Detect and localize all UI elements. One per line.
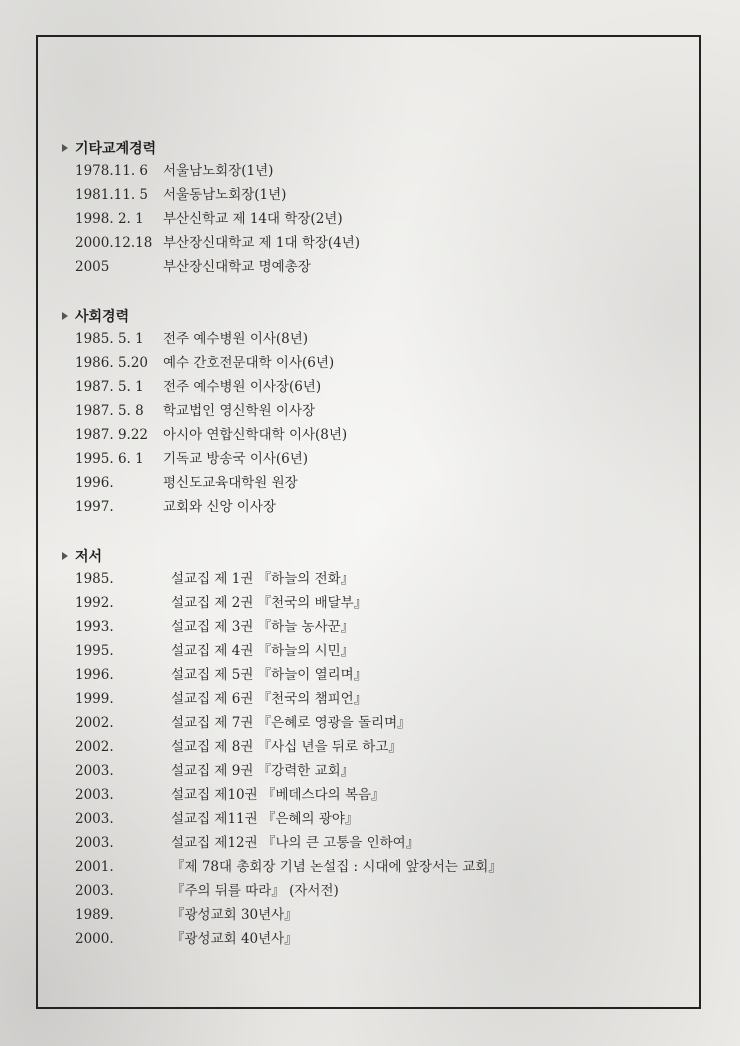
entry-desc: 설교집 제10권 『베데스다의 복음』 bbox=[171, 787, 385, 803]
list-item bbox=[62, 471, 298, 495]
entry-desc: 설교집 제12권 『나의 큰 고통을 인하여』 bbox=[171, 835, 420, 851]
entry-desc: 부산장신대학교 명예총장 bbox=[163, 259, 311, 275]
list-item bbox=[62, 423, 348, 447]
entry-date: 2003. bbox=[75, 763, 114, 779]
entry-desc: 평신도교육대학원 원장 bbox=[163, 475, 298, 491]
entry-desc: 부산신학교 제 14대 학장(2년) bbox=[163, 211, 343, 227]
entry-date: 1978.11. 6 bbox=[75, 163, 148, 179]
entry-desc: 설교집 제 9권 『강력한 교회』 bbox=[171, 763, 355, 779]
entry-date: 1981.11. 5 bbox=[75, 187, 148, 203]
entry-date: 2000.12.18 bbox=[75, 235, 153, 251]
section-heading bbox=[62, 545, 102, 567]
entry-date: 1989. bbox=[75, 907, 114, 923]
list-item bbox=[62, 807, 359, 831]
triangle-bullet-icon bbox=[62, 312, 68, 320]
list-item bbox=[62, 735, 402, 759]
section-heading bbox=[62, 305, 129, 327]
entry-desc: 『주의 뒤를 따라』 (자서전) bbox=[171, 883, 339, 899]
list-item bbox=[62, 591, 368, 615]
list-item bbox=[62, 855, 502, 879]
list-item bbox=[62, 207, 343, 231]
entry-date: 2003. bbox=[75, 811, 114, 827]
list-item bbox=[62, 399, 316, 423]
entry-desc: 부산장신대학교 제 1대 학장(4년) bbox=[163, 235, 361, 251]
entry-date: 1993. bbox=[75, 619, 114, 635]
entry-desc: 전주 예수병원 이사(8년) bbox=[163, 331, 309, 347]
list-item bbox=[62, 879, 339, 903]
entry-desc: 설교집 제 6권 『천국의 챔피언』 bbox=[171, 691, 368, 707]
entry-desc: 설교집 제11권 『은혜의 광야』 bbox=[171, 811, 359, 827]
entry-date: 2003. bbox=[75, 883, 114, 899]
entry-desc: 서울남노회장(1년) bbox=[163, 163, 274, 179]
entry-date: 1985. bbox=[75, 571, 114, 587]
triangle-bullet-icon bbox=[62, 552, 68, 560]
entry-desc: 『광성교회 40년사』 bbox=[171, 931, 298, 947]
section-title: 기타교계경력 bbox=[75, 141, 157, 157]
entry-desc: 전주 예수병원 이사장(6년) bbox=[163, 379, 322, 395]
section-title: 사회경력 bbox=[75, 309, 130, 325]
entry-date: 2005 bbox=[75, 259, 110, 275]
entry-date: 2001. bbox=[75, 859, 114, 875]
entry-desc: 설교집 제 2권 『천국의 배달부』 bbox=[171, 595, 368, 611]
entry-date: 1986. 5.20 bbox=[75, 355, 148, 371]
entry-date: 1996. bbox=[75, 475, 114, 491]
list-item bbox=[62, 783, 385, 807]
list-item bbox=[62, 183, 287, 207]
list-item bbox=[62, 375, 322, 399]
list-item bbox=[62, 567, 355, 591]
list-item bbox=[62, 351, 335, 375]
entry-date: 1987. 5. 1 bbox=[75, 379, 144, 395]
list-item bbox=[62, 495, 276, 519]
list-item bbox=[62, 663, 368, 687]
entry-desc: 설교집 제 1권 『하늘의 전화』 bbox=[171, 571, 355, 587]
section-title: 저서 bbox=[75, 549, 103, 565]
list-item bbox=[62, 927, 298, 951]
section-social-career bbox=[62, 305, 348, 519]
list-item bbox=[62, 255, 311, 279]
list-item bbox=[62, 447, 309, 471]
entry-desc: 설교집 제 4권 『하늘의 시민』 bbox=[171, 643, 355, 659]
section-church-career bbox=[62, 137, 361, 279]
entry-desc: 『제 78대 총회장 기념 논설집 : 시대에 앞장서는 교회』 bbox=[171, 859, 502, 875]
entry-date: 2000. bbox=[75, 931, 114, 947]
list-item bbox=[62, 231, 361, 255]
entry-desc: 『광성교회 30년사』 bbox=[171, 907, 298, 923]
entry-date: 1987. 5. 8 bbox=[75, 403, 144, 419]
section-publications bbox=[62, 545, 502, 951]
entry-desc: 설교집 제 5권 『하늘이 열리며』 bbox=[171, 667, 368, 683]
entry-desc: 설교집 제 8권 『사십 년을 뒤로 하고』 bbox=[171, 739, 402, 755]
section-heading bbox=[62, 137, 156, 159]
entry-desc: 학교법인 영신학원 이사장 bbox=[163, 403, 316, 419]
triangle-bullet-icon bbox=[62, 144, 68, 152]
entry-date: 2002. bbox=[75, 739, 114, 755]
entry-date: 2002. bbox=[75, 715, 114, 731]
list-item bbox=[62, 903, 298, 927]
entry-desc: 아시아 연합신학대학 이사(8년) bbox=[163, 427, 348, 443]
entry-desc: 서울동남노회장(1년) bbox=[163, 187, 287, 203]
entry-desc: 설교집 제 7권 『은혜로 영광을 돌리며』 bbox=[171, 715, 411, 731]
entry-desc: 예수 간호전문대학 이사(6년) bbox=[163, 355, 335, 371]
entry-date: 1987. 9.22 bbox=[75, 427, 148, 443]
list-item bbox=[62, 687, 368, 711]
entry-date: 1999. bbox=[75, 691, 114, 707]
list-item bbox=[62, 159, 274, 183]
list-item bbox=[62, 639, 355, 663]
entry-date: 2003. bbox=[75, 787, 114, 803]
entry-date: 1995. bbox=[75, 643, 114, 659]
entry-date: 1985. 5. 1 bbox=[75, 331, 144, 347]
list-item bbox=[62, 327, 309, 351]
entry-date: 1992. bbox=[75, 595, 114, 611]
entry-date: 2003. bbox=[75, 835, 114, 851]
list-item bbox=[62, 759, 355, 783]
entry-desc: 설교집 제 3권 『하늘 농사꾼』 bbox=[171, 619, 355, 635]
entry-desc: 교회와 신앙 이사장 bbox=[163, 499, 276, 515]
entry-date: 1995. 6. 1 bbox=[75, 451, 144, 467]
list-item bbox=[62, 831, 420, 855]
list-item bbox=[62, 711, 411, 735]
entry-date: 1998. 2. 1 bbox=[75, 211, 144, 227]
entry-desc: 기독교 방송국 이사(6년) bbox=[163, 451, 309, 467]
entry-date: 1996. bbox=[75, 667, 114, 683]
list-item bbox=[62, 615, 355, 639]
entry-date: 1997. bbox=[75, 499, 114, 515]
